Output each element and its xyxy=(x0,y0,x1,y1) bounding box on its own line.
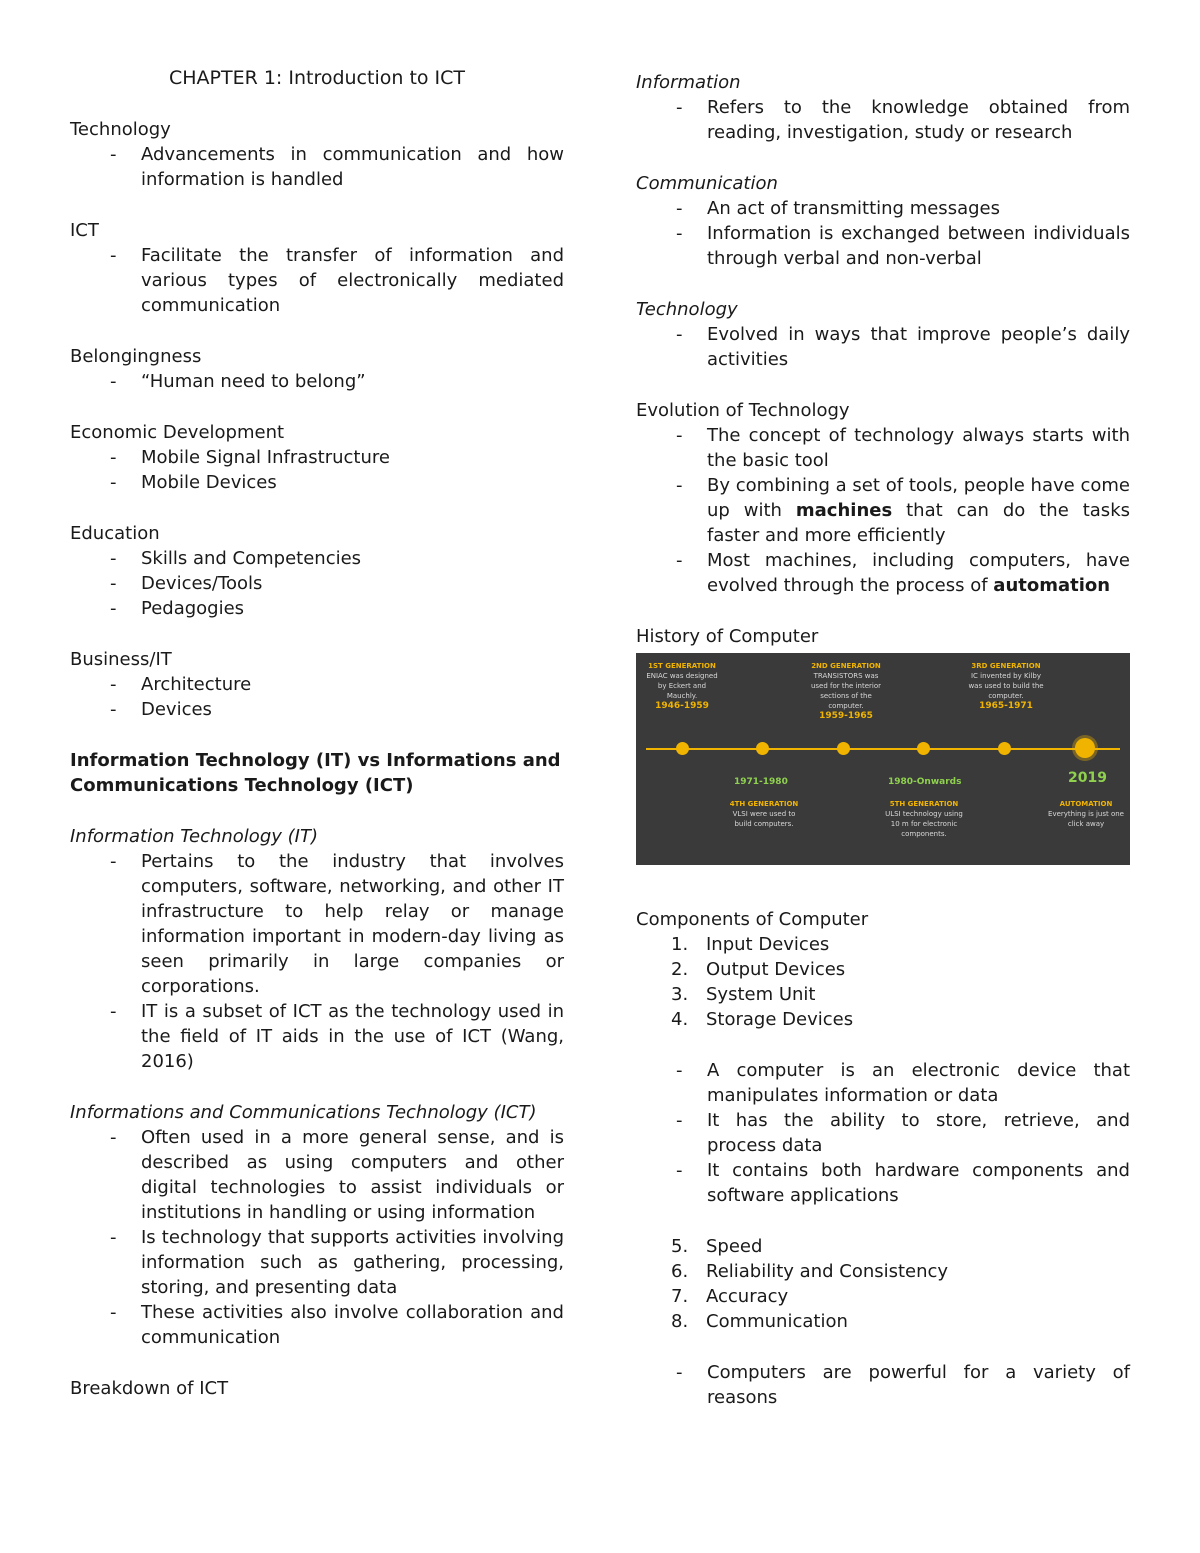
list-item xyxy=(636,1284,1130,1309)
list-item xyxy=(636,1259,1130,1284)
timeline-label-gen1 xyxy=(642,661,722,711)
bold-term-automation: automation xyxy=(993,575,1111,596)
generation-text: Everything is just one click away xyxy=(1048,810,1124,828)
generation-label: AUTOMATION xyxy=(1059,800,1113,808)
section-belongingness xyxy=(70,344,564,394)
item-text: Communication xyxy=(706,1311,848,1332)
item-text: System Unit xyxy=(706,984,816,1005)
timeline-year-4th: 1971-1980 xyxy=(734,777,788,787)
generation-label: 4TH GENERATION xyxy=(729,800,799,808)
text-run: Most machines, including computers, have evolved through the process of xyxy=(707,550,1130,596)
generation-label: 3RD GENERATION xyxy=(971,662,1041,670)
list-item xyxy=(636,932,1130,957)
timeline-dot-current xyxy=(1075,738,1095,758)
list-item: - IT is a subset of ICT as the technology used in the field of IT aids in the use of ICT (Wang, 2016) xyxy=(70,999,564,1074)
item-number: 5. xyxy=(671,1236,689,1257)
heading-technology: Technology xyxy=(70,119,171,140)
item-number: 1. xyxy=(671,934,689,955)
list-item: - An act of transmitting messages xyxy=(636,196,1130,221)
timeline-label-gen5 xyxy=(884,799,964,839)
generation-text: ULSI technology using 10 m for electronic components. xyxy=(885,810,963,838)
timeline-label-gen2 xyxy=(806,661,886,721)
heading-components: Components of Computer xyxy=(636,909,869,930)
timeline-year-5th: 1980-Onwards xyxy=(888,777,962,787)
item-text: Input Devices xyxy=(706,934,830,955)
list-item xyxy=(636,957,1130,982)
section-it xyxy=(70,824,564,1074)
item-number: 4. xyxy=(671,1009,689,1030)
item-text: Output Devices xyxy=(706,959,846,980)
heading-technology-right: Technology xyxy=(636,299,738,320)
list-item: - Architecture xyxy=(70,672,564,697)
list-item: - Information is exchanged between individuals through verbal and non-verbal xyxy=(636,221,1130,271)
item-text: Accuracy xyxy=(706,1286,789,1307)
section-communication xyxy=(636,171,1130,271)
section-history xyxy=(636,624,1130,865)
item-text: Storage Devices xyxy=(706,1009,854,1030)
list-item: - Devices/Tools xyxy=(70,571,564,596)
generation-years: 1965-1971 xyxy=(979,701,1033,711)
list-item: - Mobile Devices xyxy=(70,470,564,495)
heading-information: Information xyxy=(636,72,741,93)
list-item: - These activities also involve collaboration and communication xyxy=(70,1300,564,1350)
list-item: - Advancements in communication and how information is handled xyxy=(70,142,564,192)
bold-term-machines: machines xyxy=(795,500,893,521)
list-item: - Computers are powerful for a variety of reasons xyxy=(636,1360,1130,1410)
item-number: 2. xyxy=(671,959,689,980)
section-evolution xyxy=(636,398,1130,598)
generation-text: IC invented by Kilby was used to build the computer. xyxy=(968,672,1044,700)
generation-text: ENIAC was designed by Eckert and Mauchly. xyxy=(646,672,718,700)
list-item: - Skills and Competencies xyxy=(70,546,564,571)
list-item: - Often used in a more general sense, and is described as using computers and other digital technologies to assist individuals or institutions in handling or using information xyxy=(70,1125,564,1225)
list-item: - A computer is an electronic device that manipulates information or data xyxy=(636,1058,1130,1108)
section-components xyxy=(636,907,1130,1410)
section-technology xyxy=(70,117,564,192)
generation-text: VLSI were used to build computers. xyxy=(732,810,796,828)
section-information xyxy=(636,70,1130,145)
list-item: - It has the ability to store, retrieve, and process data xyxy=(636,1108,1130,1158)
heading-it: Information Technology (IT) xyxy=(70,826,318,847)
list-item: - “Human need to belong” xyxy=(70,369,564,394)
heading-ict-definition: Informations and Communications Technology (ICT) xyxy=(70,1102,537,1123)
timeline-dot xyxy=(837,742,850,755)
generation-years: 1959-1965 xyxy=(819,711,873,721)
heading-breakdown: Breakdown of ICT xyxy=(70,1378,229,1399)
list-item: - Facilitate the transfer of information and various types of electronically mediated communication xyxy=(70,243,564,318)
item-number: 8. xyxy=(671,1311,689,1332)
text-run: By combining a set of tools, people have come up with xyxy=(707,475,1130,521)
list-item xyxy=(636,473,1130,548)
list-item: - Is technology that supports activities involving information such as gathering, processing, storing, and presenting data xyxy=(70,1225,564,1300)
timeline-label-gen4 xyxy=(724,799,804,829)
heading-education: Education xyxy=(70,523,160,544)
item-text: Speed xyxy=(706,1236,763,1257)
section-ict xyxy=(70,218,564,318)
list-item: - Pedagogies xyxy=(70,596,564,621)
timeline-line xyxy=(646,748,1120,750)
section-business xyxy=(70,647,564,722)
list-item: - It contains both hardware components and software applications xyxy=(636,1158,1130,1208)
left-column xyxy=(70,66,564,1427)
item-number: 3. xyxy=(671,984,689,1005)
timeline-dot xyxy=(998,742,1011,755)
generation-label: 2ND GENERATION xyxy=(811,662,881,670)
heading-belongingness: Belongingness xyxy=(70,346,202,367)
section-economic xyxy=(70,420,564,495)
list-item: - Mobile Signal Infrastructure xyxy=(70,445,564,470)
heading-it-vs-ict: Information Technology (IT) vs Informations and Communications Technology (ICT) xyxy=(70,750,561,796)
item-number: 6. xyxy=(671,1261,689,1282)
heading-ict: ICT xyxy=(70,220,99,241)
section-technology-right xyxy=(636,297,1130,372)
list-item: - The concept of technology always starts with the basic tool xyxy=(636,423,1130,473)
list-item: - Devices xyxy=(70,697,564,722)
timeline-dot xyxy=(917,742,930,755)
list-item xyxy=(636,1309,1130,1334)
timeline-year-2019: 2019 xyxy=(1068,770,1107,786)
list-item xyxy=(636,1007,1130,1032)
timeline-label-automation xyxy=(1046,799,1126,829)
list-item xyxy=(636,982,1130,1007)
computer-history-timeline xyxy=(636,653,1130,865)
generation-text: TRANSISTORS was used for the interior sections of the computer. xyxy=(810,672,882,710)
heading-history: History of Computer xyxy=(636,626,819,647)
text-run: that can do the tasks faster and more efficiently xyxy=(707,500,1130,546)
list-item xyxy=(636,1234,1130,1259)
heading-evolution: Evolution of Technology xyxy=(636,400,850,421)
timeline-label-gen3 xyxy=(966,661,1046,711)
heading-communication: Communication xyxy=(636,173,778,194)
list-item xyxy=(636,548,1130,598)
generation-label: 5TH GENERATION xyxy=(889,800,959,808)
right-column xyxy=(636,70,1130,1410)
timeline-dot xyxy=(756,742,769,755)
section-it-vs-ict xyxy=(70,748,564,798)
heading-economic: Economic Development xyxy=(70,422,285,443)
list-item: - Refers to the knowledge obtained from reading, investigation, study or research xyxy=(636,95,1130,145)
timeline-dot xyxy=(676,742,689,755)
section-education xyxy=(70,521,564,621)
heading-business: Business/IT xyxy=(70,649,172,670)
section-ict-definition xyxy=(70,1100,564,1350)
generation-years: 1946-1959 xyxy=(655,701,709,711)
list-item: - Pertains to the industry that involves computers, software, networking, and other IT infrastructure to help relay or manage information important in modern-day living as seen primarily in large companies or corporations. xyxy=(70,849,564,999)
list-item: - Evolved in ways that improve people’s daily activities xyxy=(636,322,1130,372)
item-text: Reliability and Consistency xyxy=(706,1261,949,1282)
page-title: CHAPTER 1: Introduction to ICT xyxy=(168,67,466,89)
item-number: 7. xyxy=(671,1286,689,1307)
generation-label: 1ST GENERATION xyxy=(648,662,716,670)
section-breakdown xyxy=(70,1376,564,1401)
